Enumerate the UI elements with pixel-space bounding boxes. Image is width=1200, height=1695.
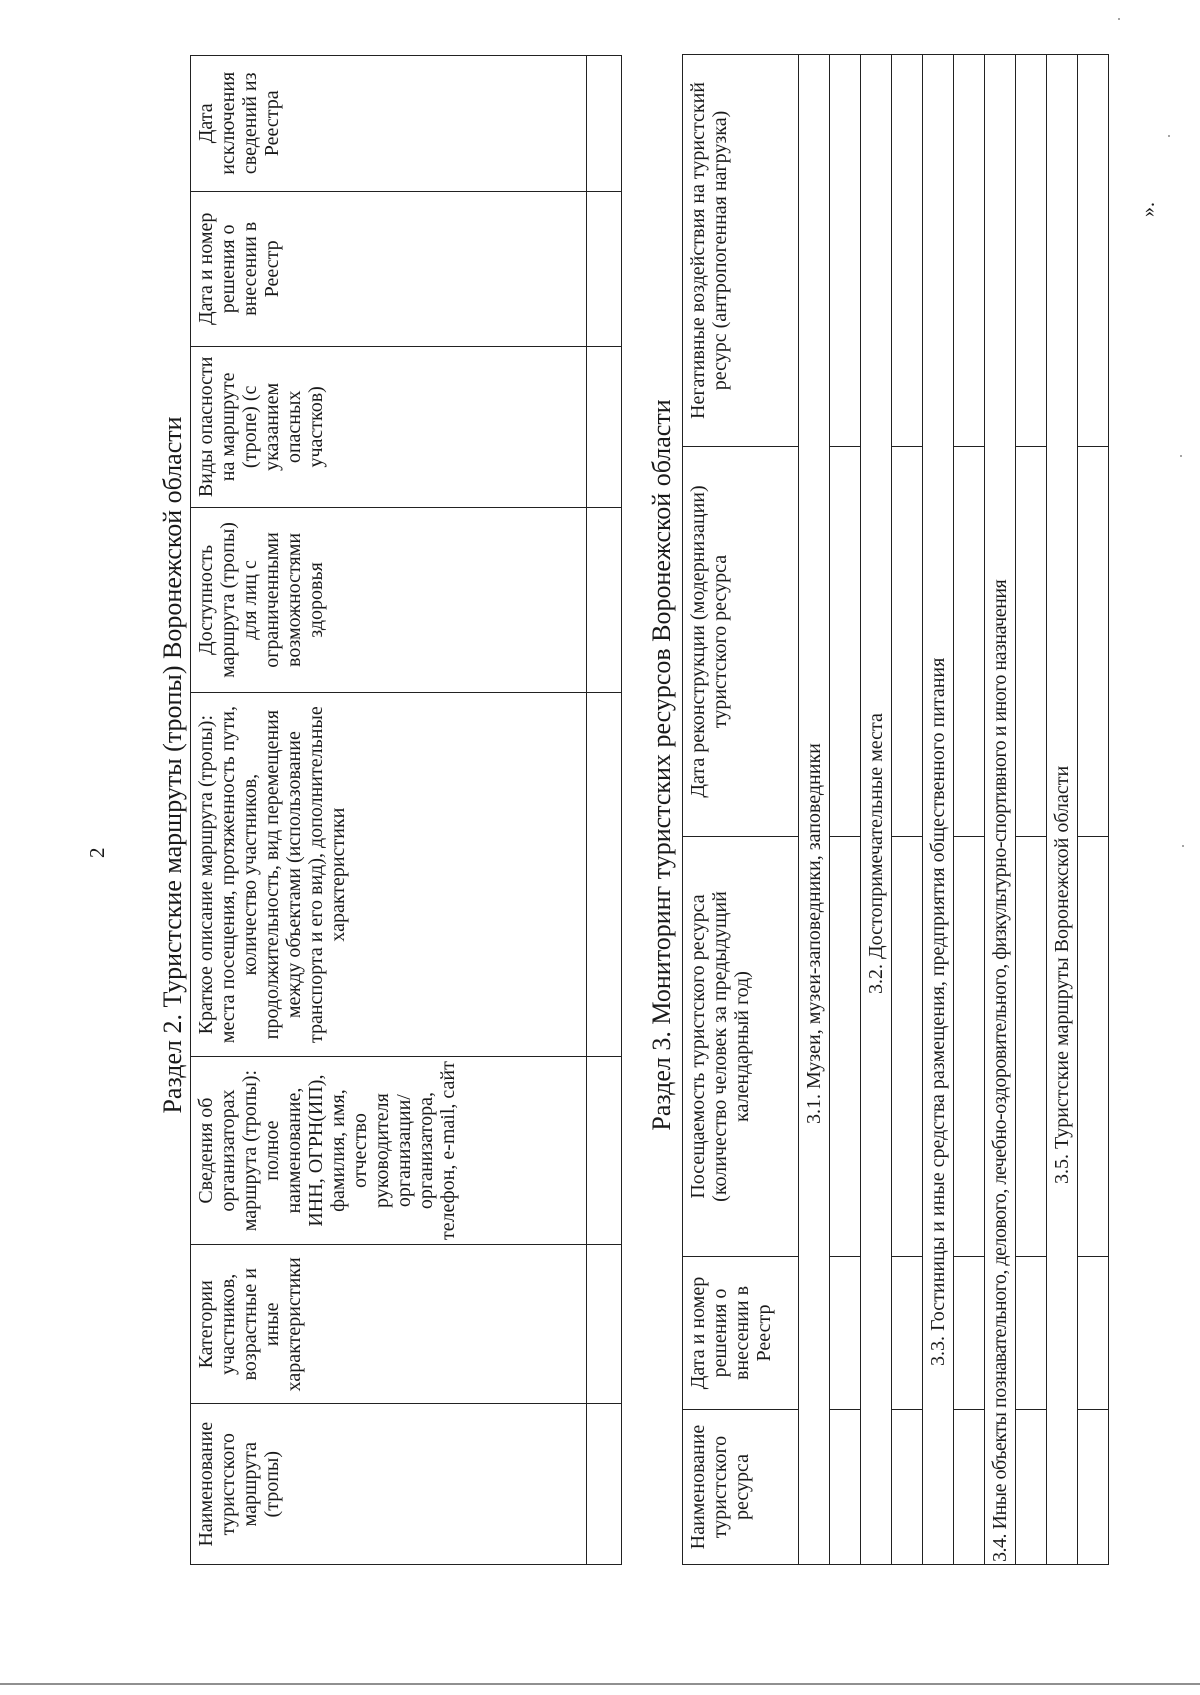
header-resource-name: Наименование туристского ресурса (683, 1410, 799, 1565)
table-row (1016, 55, 1047, 1565)
table-row (892, 55, 923, 1565)
subsection-row (1047, 55, 1078, 1565)
section3-title: Раздел 3. Мониторинг туристских ресурсов Воронежской области (647, 399, 676, 1131)
header-reconstruction-date: Дата реконструкции (модернизации) туристского ресурса (683, 447, 799, 837)
subsection-hotels: 3.3. Гостиницы и иные средства размещения, предприятия общественного питания (923, 55, 954, 1565)
scan-speck (1182, 845, 1184, 847)
table-cell (892, 55, 923, 447)
header-attendance: Посещаемость туристского ресурса (количество человек за предыдущий календарный год) (683, 837, 799, 1257)
section2-title: Раздел 2. Туристские маршруты (тропы) Воронежской области (158, 416, 187, 1114)
table-cell (954, 1257, 985, 1410)
header-accessibility: Доступность маршрута (тропы) для лиц с ограниченными возможностями здоровья (191, 507, 587, 693)
section2-table (190, 55, 622, 1565)
page-number: 2 (85, 847, 109, 858)
subsection-row (861, 55, 892, 1565)
table-cell (954, 55, 985, 447)
table-cell (954, 1410, 985, 1565)
section3-table (682, 54, 1109, 1565)
table-cell (830, 55, 861, 447)
table-cell (892, 837, 923, 1257)
table-cell (1016, 1257, 1047, 1410)
section2-header-row (191, 56, 587, 1565)
scan-speck (1168, 135, 1170, 137)
section3-header-row (683, 55, 799, 1565)
closing-quote-mark: ». (1137, 202, 1159, 217)
subsection-other-objects: 3.4. Иные объекты познавательного, делового, лечебно-оздоровительного, физкультурно-спортивного и иного назначения (985, 55, 1016, 1565)
table-row (1078, 55, 1109, 1565)
table-cell (1078, 1410, 1109, 1565)
table-cell (1078, 55, 1109, 447)
table-cell (1016, 447, 1047, 837)
table-cell (892, 1257, 923, 1410)
header-participant-categories: Категории участников, возрастные и иные характеристики (191, 1245, 587, 1404)
subsection-museums: 3.1. Музеи, музеи-заповедники, заповедники (799, 55, 830, 1565)
table-cell (1016, 837, 1047, 1257)
table-cell (1078, 837, 1109, 1257)
table-cell (587, 347, 622, 508)
scan-speck (1118, 18, 1120, 20)
table-cell (587, 1245, 622, 1404)
header-inclusion-decision: Дата и номер решения о внесении в Реестр (191, 191, 587, 347)
subsection-tourist-routes: 3.5. Туристские маршруты Воронежской области (1047, 55, 1078, 1565)
scan-edge-line (0, 1683, 1200, 1685)
table-cell (587, 191, 622, 347)
header-organizer-info: Сведения об организаторах маршрута (тропы): полное наименование, ИНН, ОГРН(ИП), фамилия, имя, отчество руководителя организации/ организатора, телефон, e-mail, сайт (191, 1057, 587, 1245)
table-cell (587, 1057, 622, 1245)
table-cell (830, 837, 861, 1257)
header-route-name: Наименование туристского маршрута (тропы) (191, 1404, 587, 1565)
header-exclusion-date: Дата исключения сведений из Реестра (191, 56, 587, 192)
subsection-row (985, 55, 1016, 1565)
table-cell (830, 1410, 861, 1565)
subsection-row (923, 55, 954, 1565)
header-inclusion-decision: Дата и номер решения о внесении в Реестр (683, 1257, 799, 1410)
section2-empty-row (587, 56, 622, 1565)
table-cell (830, 1257, 861, 1410)
header-negative-impact: Негативные воздействия на туристский ресурс (антропогенная нагрузка) (683, 55, 799, 447)
header-route-description: Краткое описание маршрута (тропы): места посещения, протяженность пути, количество участников, продолжительность, вид перемещения между объектами (использование транспорта и его вид), дополнительные характеристики (191, 693, 587, 1057)
table-row (830, 55, 861, 1565)
table-cell (1078, 1257, 1109, 1410)
table-cell (830, 447, 861, 837)
table-cell (892, 447, 923, 837)
table-cell (892, 1410, 923, 1565)
table-cell (954, 447, 985, 837)
table-cell (1016, 55, 1047, 447)
scan-speck (1180, 455, 1182, 457)
table-cell (1078, 447, 1109, 837)
subsection-row (799, 55, 830, 1565)
table-cell (587, 693, 622, 1057)
table-cell (587, 56, 622, 192)
table-cell (587, 507, 622, 693)
table-cell (954, 837, 985, 1257)
subsection-landmarks: 3.2. Достопримечательные места (861, 55, 892, 1565)
table-cell (1016, 1410, 1047, 1565)
table-row (954, 55, 985, 1565)
table-cell (587, 1404, 622, 1565)
header-hazards: Виды опасности на маршруте (тропе) (с указанием опасных участков) (191, 347, 587, 508)
